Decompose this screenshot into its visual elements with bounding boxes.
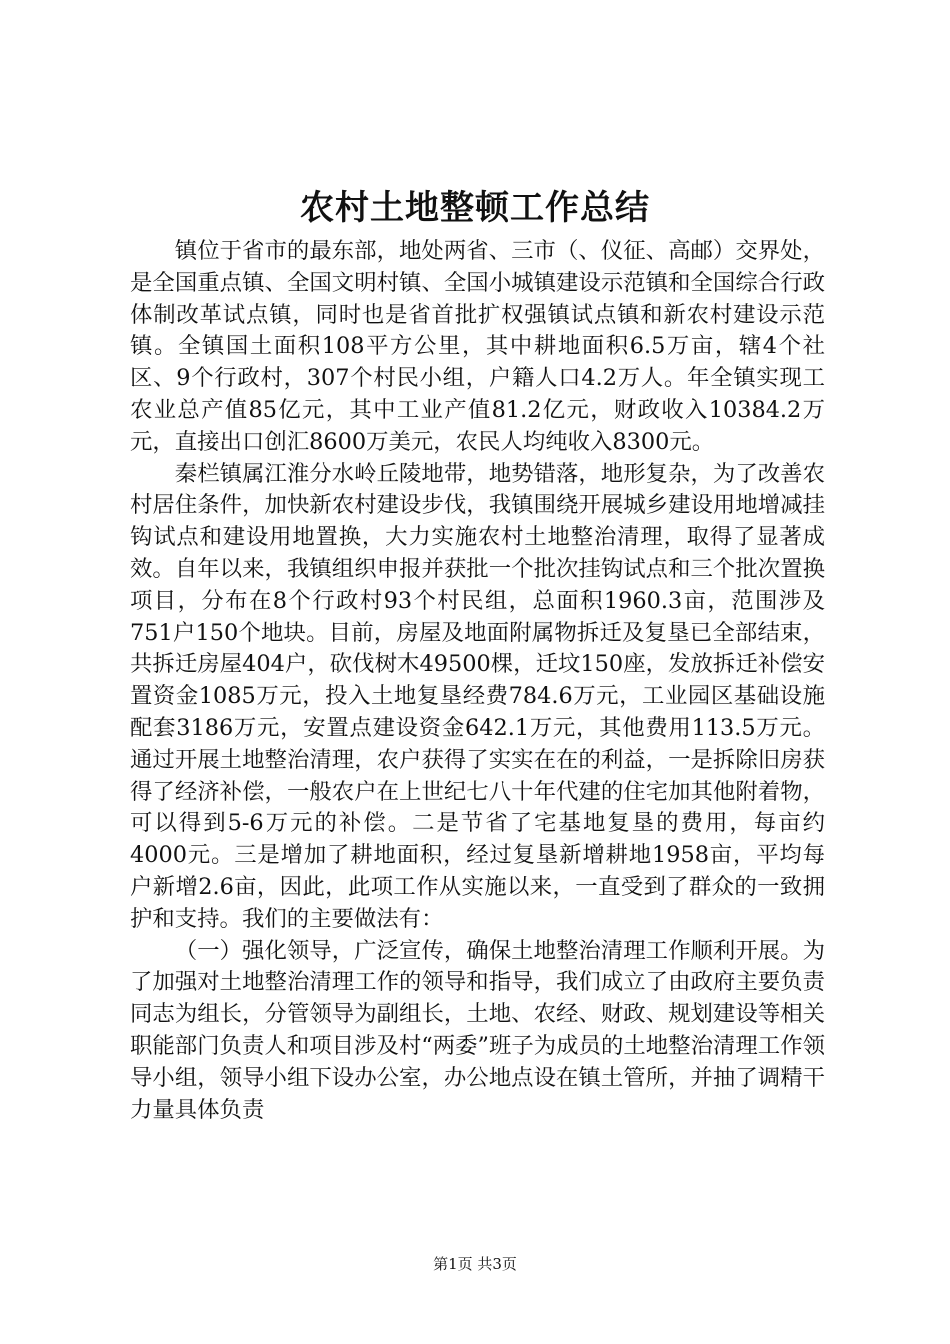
document-title: 农村土地整顿工作总结 bbox=[300, 188, 650, 228]
paragraph-3: （一）强化领导，广泛宣传，确保土地整治清理工作顺利开展。为了加强对土地整治清理工作的领导和指导，我们成立了由政府主要负责同志为组长，分管领导为副组长，土地、农经、财政、规划建设等相关职能部门负责人和项目涉及村“两委”班子为成员的土地整治清理工作领导小组，领导小组下设办公室，办公地点设在镇土管所，并抽了调精干力量具体负责 bbox=[130, 937, 825, 1123]
page-footer: 第1页 共3页 bbox=[433, 1255, 517, 1273]
paragraph-2: 秦栏镇属江淮分水岭丘陵地带，地势错落，地形复杂，为了改善农村居住条件，加快新农村建设步伐，我镇围绕开展城乡建设用地增减挂钩试点和建设用地置换，大力实施农村土地整治清理，取得了显著成效。自年以来，我镇组织申报并获批一个批次挂钩试点和三个批次置换项目，分布在8个行政村93个村民组，总面积1960.3亩，范围涉及751户150个地块。目前，房屋及地面附属物拆迁及复垦已全部结束，共拆迁房屋404户，砍伐树木49500棵，迁坟150座，发放拆迁补偿安置资金1085万元，投入土地复垦经费784.6万元，工业园区基础设施配套3186万元，安置点建设资金642.1万元，其他费用113.5万元。通过开展土地整治清理，农户获得了实实在在的利益，一是拆除旧房获得了经济补偿，一般农户在上世纪七八十年代建的住宅加其他附着物，可以得到5-6万元的补偿。二是节省了宅基地复垦的费用，每亩约4000元。三是增加了耕地面积，经过复垦新增耕地1958亩，平均每户新增2.6亩，因此，此项工作从实施以来，一直受到了群众的一致拥护和支持。我们的主要做法有： bbox=[130, 460, 825, 932]
paragraph-1: 镇位于省市的最东部，地处两省、三市（、仪征、高邮）交界处，是全国重点镇、全国文明村镇、全国小城镇建设示范镇和全国综合行政体制改革试点镇，同时也是省首批扩权强镇试点镇和新农村建设示范镇。全镇国土面积108平方公里，其中耕地面积6.5万亩，辖4个社区、9个行政村，307个村民小组，户籍人口4.2万人。年全镇实现工农业总产值85亿元，其中工业产值81.2亿元，财政收入10384.2万元，直接出口创汇8600万美元，农民人均纯收入8300元。 bbox=[130, 238, 825, 455]
document-body bbox=[130, 236, 825, 1126]
